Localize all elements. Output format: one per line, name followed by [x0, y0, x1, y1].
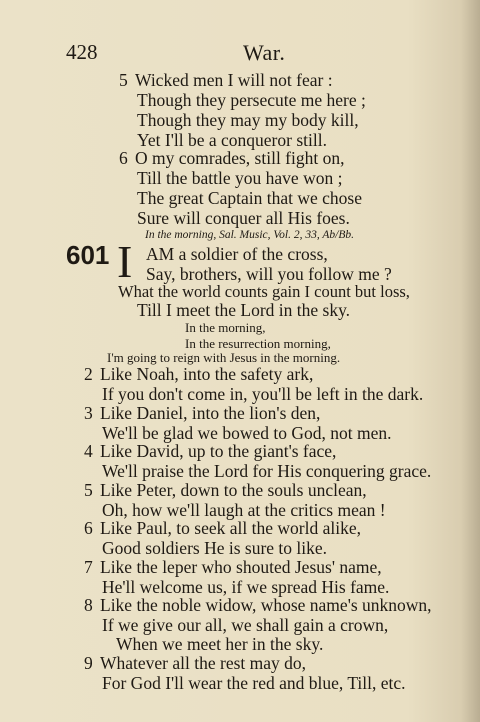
verse-line: Yet I'll be a conqueror still. [137, 130, 327, 150]
verse-number: 3 [84, 403, 93, 423]
verse-line: We'll praise the Lord for His conquering grace. [102, 461, 432, 481]
verse-number: 4 [84, 441, 93, 461]
verse-line: He'll welcome us, if we spread His fame. [102, 577, 390, 597]
verse-number: 9 [84, 653, 93, 673]
verse-line: 5 Wicked men I will not fear : [119, 70, 333, 90]
verse-number: 6 [84, 518, 93, 538]
verse-line: What the world counts gain I count but loss, [118, 282, 410, 301]
verse-line: 2 Like Noah, into the safety ark, [84, 364, 314, 384]
verse-line: 5 Like Peter, down to the souls unclean, [84, 480, 367, 500]
verse-line: 4 Like David, up to the giant's face, [84, 441, 337, 461]
verse-line: If you don't come in, you'll be left in the dark. [102, 384, 424, 404]
drop-cap: I [117, 236, 133, 287]
verse-line: When we meet her in the sky. [116, 634, 324, 654]
verse-line: The great Captain that we chose [137, 188, 362, 208]
verse-line: AM a soldier of the cross, [146, 244, 328, 264]
verse-line: 9 Whatever all the rest may do, [84, 653, 307, 673]
chorus-line: In the resurrection morning, [185, 336, 331, 351]
verse-number: 7 [84, 557, 93, 577]
verse-line: 3 Like Daniel, into the lion's den, [84, 403, 321, 423]
verse-number: 5 [84, 480, 93, 500]
tune-reference: In the morning, Sal. Music, Vol. 2, 33, Ab/Bb. [145, 229, 355, 241]
page-title: War. [243, 40, 286, 65]
verse-line: 8 Like the noble widow, whose name's unknown, [84, 595, 432, 615]
hymn-number: 601 [66, 240, 110, 270]
verse-number: 6 [119, 148, 128, 168]
verse-line: 6 Like Paul, to seek all the world alike, [84, 518, 361, 538]
verse-number: 5 [119, 70, 128, 90]
verse-line: Till the battle you have won ; [137, 168, 343, 188]
verse-line: Sure will conquer all His foes. [137, 208, 350, 228]
verse-line: Good soldiers He is sure to like. [102, 538, 328, 558]
verse-line: We'll be glad we bowed to God, not men. [102, 423, 392, 443]
verse-line: 7 Like the leper who shouted Jesus' name, [84, 557, 382, 577]
verse-line: Till I meet the Lord in the sky. [137, 300, 351, 320]
verse-line: Oh, how we'll laugh at the critics mean ! [102, 500, 386, 520]
verse-number: 2 [84, 364, 93, 384]
verse-line: Though they may my body kill, [137, 110, 359, 130]
chorus-line: I'm going to reign with Jesus in the morning. [107, 350, 341, 365]
verse-line: Say, brothers, will you follow me ? [146, 264, 392, 284]
page-number: 428 [66, 40, 98, 64]
verse-line: For God I'll wear the red and blue, Till, etc. [102, 673, 406, 693]
chorus-line: In the morning, [185, 320, 266, 335]
verse-line: If we give our all, we shall gain a crown, [102, 615, 389, 635]
verse-line: 6 O my comrades, still fight on, [119, 148, 345, 168]
verse-number: 8 [84, 595, 93, 615]
verse-line: Though they persecute me here ; [137, 90, 366, 110]
